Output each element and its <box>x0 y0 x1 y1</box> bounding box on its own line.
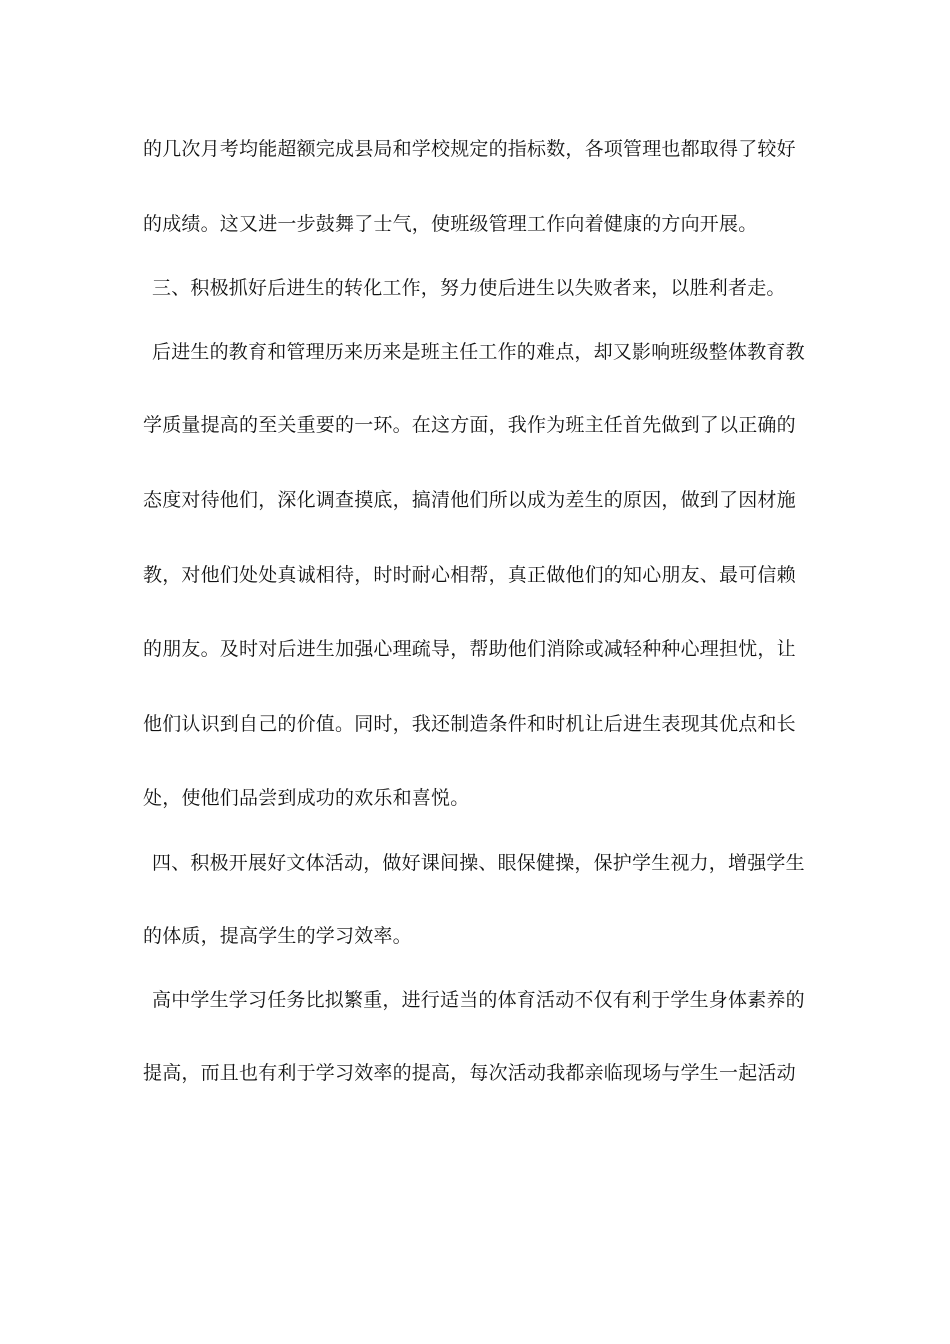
paragraph-line: 的朋友。及时对后进生加强心理疏导，帮助他们消除或减轻种种心理担忧，让 <box>143 638 796 660</box>
paragraph-line: 学质量提高的至关重要的一环。在这方面，我作为班主任首先做到了以正确的 <box>143 414 796 436</box>
paragraph-line: 的体质，提高学生的学习效率。 <box>143 925 412 947</box>
paragraph-line: 处，使他们品尝到成功的欢乐和喜悦。 <box>143 787 470 809</box>
paragraph-line: 高中学生学习任务比拟繁重，进行适当的体育活动不仅有利于学生身体素养的 <box>152 989 805 1011</box>
paragraph-line: 的几次月考均能超额完成县局和学校规定的指标数，各项管理也都取得了较好 <box>143 138 796 160</box>
section-heading-4: 四、积极开展好文体活动，做好课间操、眼保健操，保护学生视力，增强学生 <box>152 852 805 874</box>
paragraph-line: 态度对待他们，深化调查摸底，搞清他们所以成为差生的原因，做到了因材施 <box>143 489 796 511</box>
paragraph-line: 的成绩。这又进一步鼓舞了士气，使班级管理工作向着健康的方向开展。 <box>143 213 758 235</box>
section-heading-3: 三、积极抓好后进生的转化工作，努力使后进生以失败者来，以胜利者走。 <box>152 277 786 299</box>
paragraph-line: 他们认识到自己的价值。同时，我还制造条件和时机让后进生表现其优点和长 <box>143 713 796 735</box>
paragraph-line: 教，对他们处处真诚相待，时时耐心相帮，真正做他们的知心朋友、最可信赖 <box>143 564 796 586</box>
paragraph-line: 后进生的教育和管理历来历来是班主任工作的难点，却又影响班级整体教育教 <box>152 341 805 363</box>
paragraph-line: 提高，而且也有利于学习效率的提高，每次活动我都亲临现场与学生一起活动 <box>143 1062 796 1084</box>
